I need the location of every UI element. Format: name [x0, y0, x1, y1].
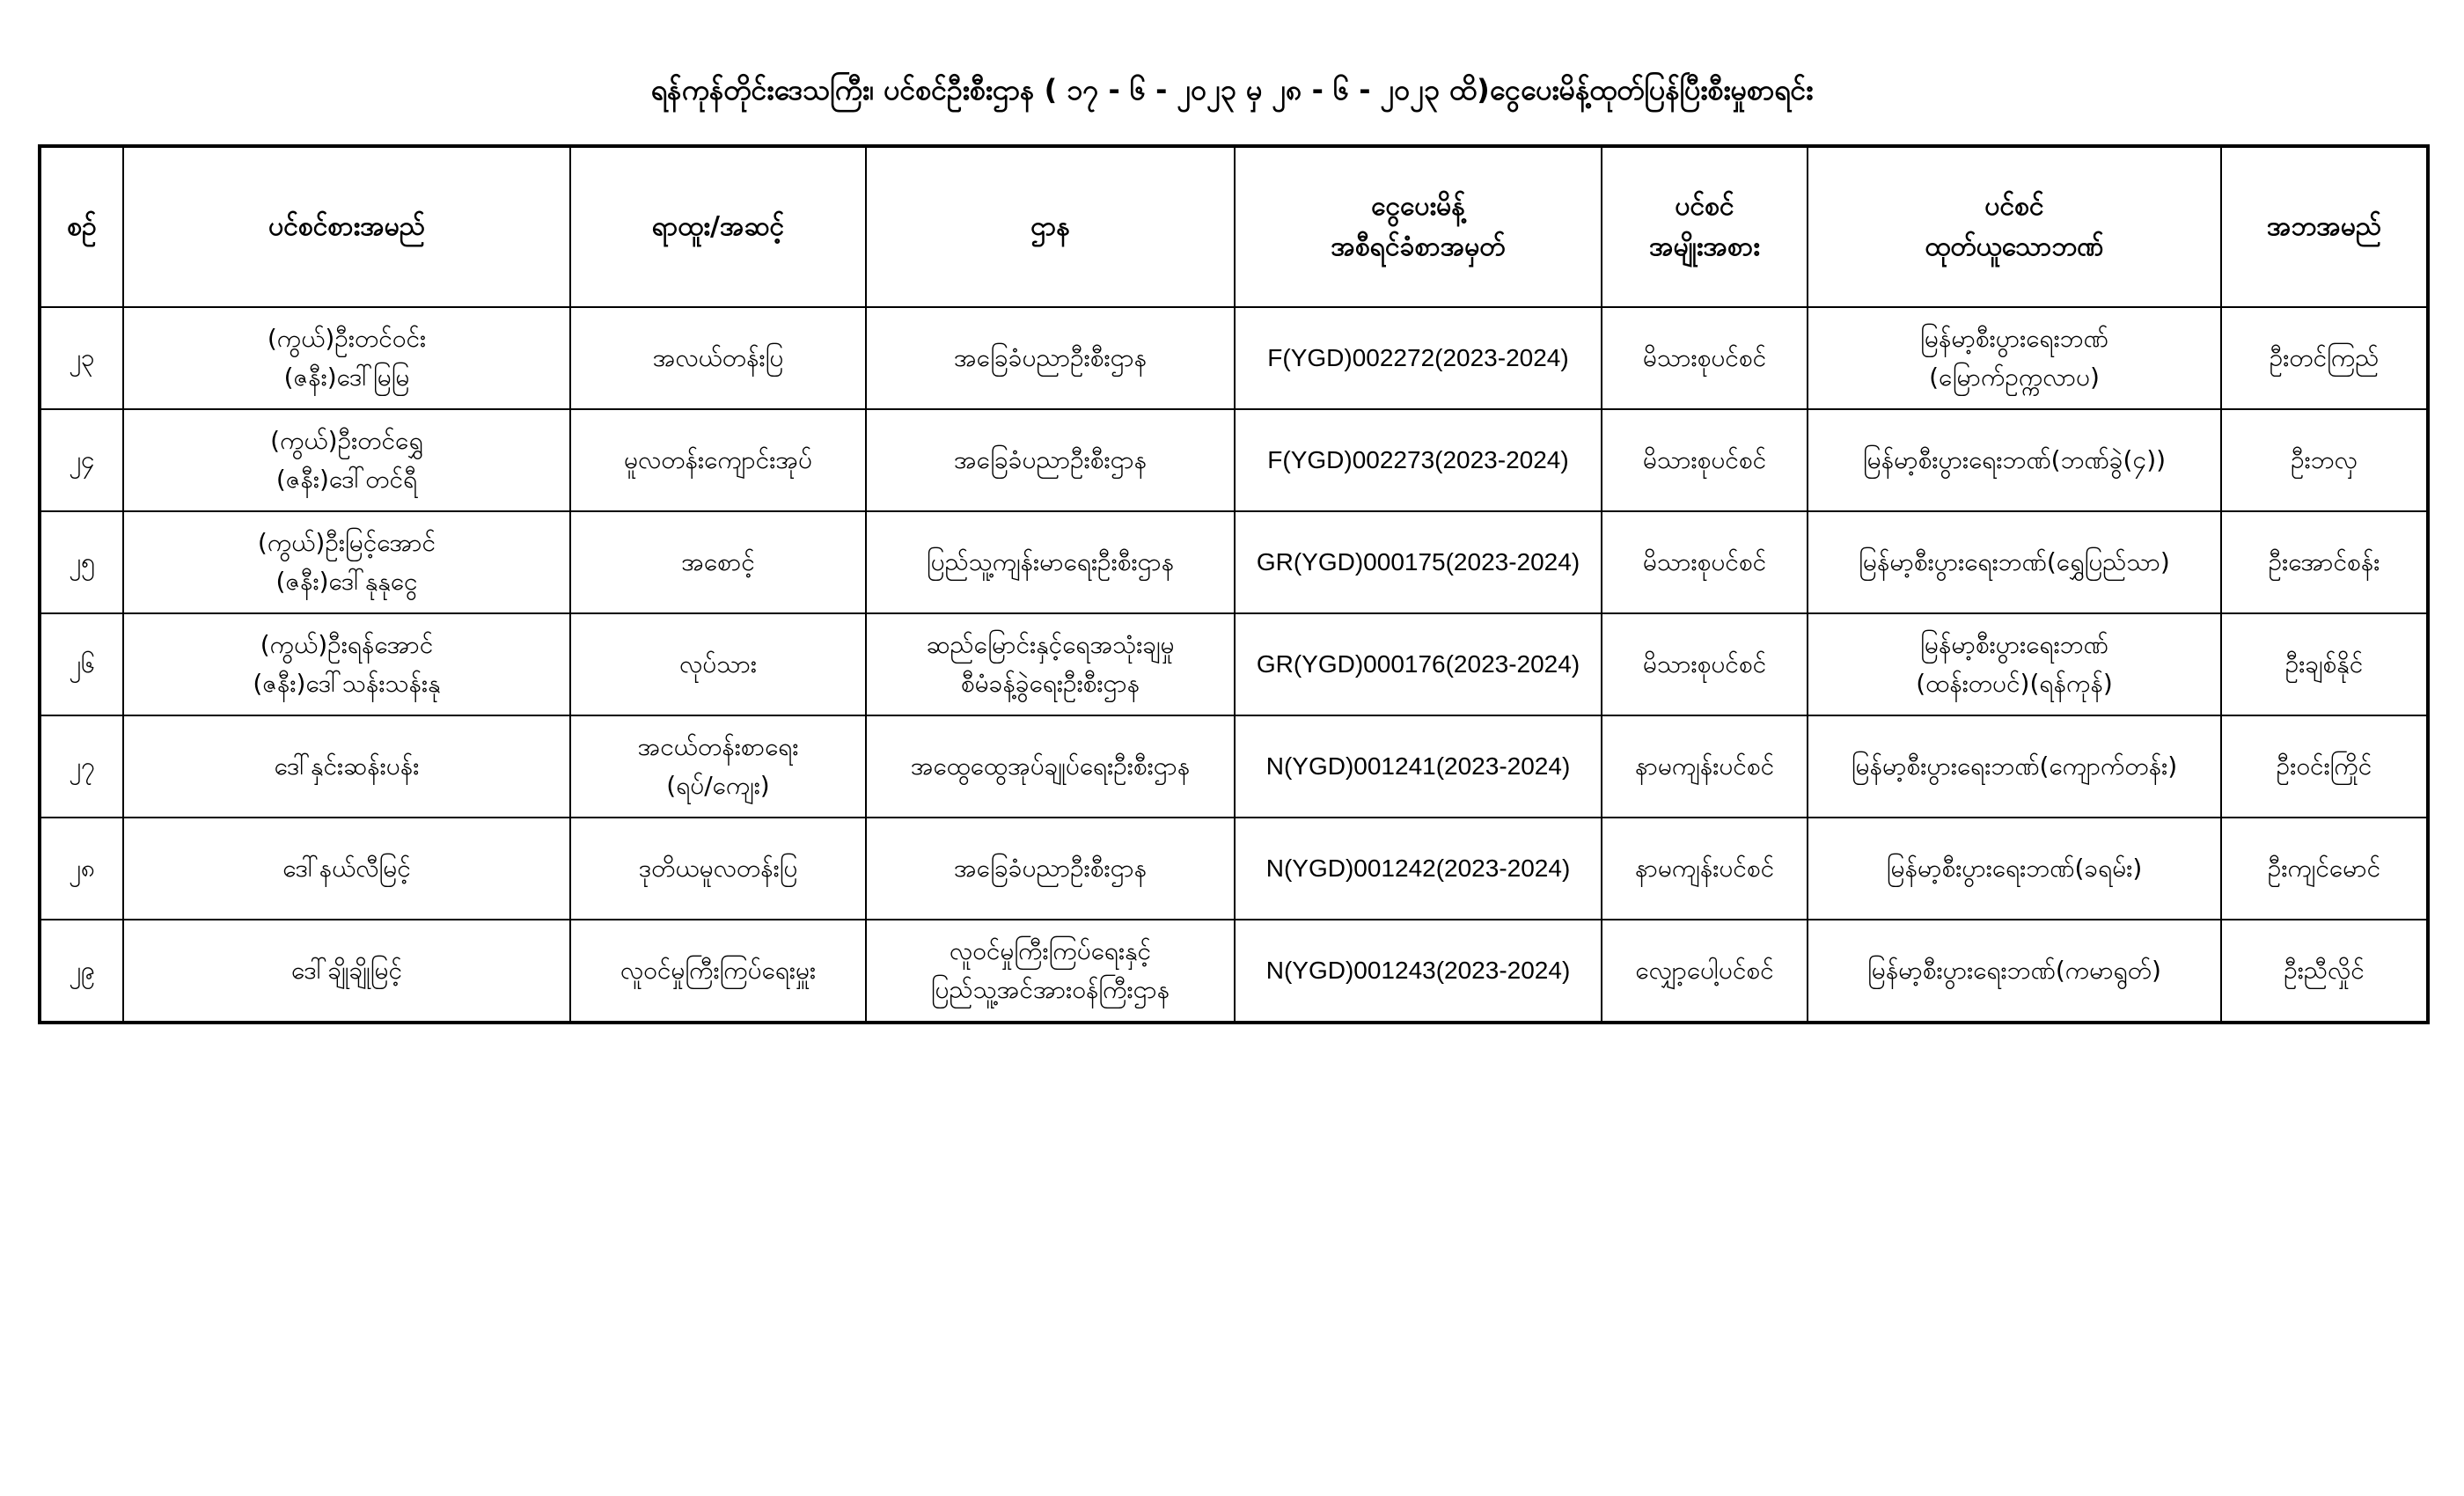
- cell-pension-type: နာမကျန်းပင်စင်: [1602, 818, 1808, 920]
- name-line2: (ဇနီး)ဒေါ်မြမြ: [283, 363, 410, 392]
- cell-department: [866, 818, 1235, 920]
- table-row: [40, 409, 2428, 511]
- cell-pension-type: မိသားစုပင်စင်: [1602, 613, 1808, 715]
- cell-rank: မူလတန်းကျောင်းအုပ်: [570, 409, 866, 511]
- bank-line1: မြန်မာ့စီးပွားရေးဘဏ်(ရွှေပြည်သာ): [1859, 547, 2170, 576]
- header-pension-type-line1: ပင်စင်: [1675, 191, 1734, 222]
- header-order-no: [1235, 146, 1602, 307]
- cell-father-name: ဦးဘလှ: [2221, 409, 2428, 511]
- name-line2: (ဇနီး)ဒေါ်သန်းသန်းနု: [253, 669, 441, 698]
- cell-bank: [1808, 307, 2221, 409]
- header-pension-type-line2: အမျိုးအစား: [1649, 231, 1760, 262]
- cell-pension-type: နာမကျန်းပင်စင်: [1602, 715, 1808, 818]
- cell-bank: [1808, 613, 2221, 715]
- table-row: [40, 511, 2428, 613]
- cell-order-no: F(YGD)002273(2023-2024): [1235, 409, 1602, 511]
- cell-rank: လုပ်သား: [570, 613, 866, 715]
- name-line2: (ဇနီး)ဒေါ်တင်ရီ: [275, 465, 418, 494]
- cell-department: [866, 511, 1235, 613]
- table-row: [40, 715, 2428, 818]
- header-rank: ရာထူး/အဆင့်: [570, 146, 866, 307]
- header-no: စဉ်: [40, 146, 123, 307]
- cell-pension-type: လျှော့ပေါ့ပင်စင်: [1602, 920, 1808, 1023]
- department-line1: ဆည်မြောင်းနှင့်ရေအသုံးချမှု: [926, 630, 1175, 659]
- bank-line2: (မြောက်ဥက္ကလာပ): [1929, 363, 2100, 392]
- name-line2: (ဇနီး)ဒေါ်နုနုငွေ: [275, 567, 418, 596]
- name-line1: ဒေါ်ချိုချိုမြင့်: [291, 956, 402, 985]
- cell-rank: အလယ်တန်းပြ: [570, 307, 866, 409]
- cell-no: ၂၇: [40, 715, 123, 818]
- cell-pensioner-name: [123, 409, 570, 511]
- bank-line1: မြန်မာ့စီးပွားရေးဘဏ်(ခရမ်း): [1886, 854, 2143, 883]
- cell-rank: လူဝင်မှုကြီးကြပ်ရေးမှူး: [570, 920, 866, 1023]
- cell-bank: [1808, 409, 2221, 511]
- cell-order-no: GR(YGD)000175(2023-2024): [1235, 511, 1602, 613]
- cell-rank: အစောင့်: [570, 511, 866, 613]
- cell-no: ၂၆: [40, 613, 123, 715]
- cell-bank: [1808, 818, 2221, 920]
- cell-pensioner-name: [123, 613, 570, 715]
- header-bank-line2: ထုတ်ယူသောဘဏ်: [1925, 231, 2104, 262]
- cell-bank: [1808, 920, 2221, 1023]
- pension-order-table: [38, 144, 2430, 1024]
- page-title: ရန်ကုန်တိုင်းဒေသကြီး၊ ပင်စင်ဦးစီးဌာန ( ၁၇ - ၆ - ၂၀၂၃ မှ ၂၈ - ၆ - ၂၀၂၃ ထိ)ငွေပေးမိန့်ထုတ်ပြန်ပြီးစီးမှုစာရင်း: [650, 73, 1814, 106]
- cell-pension-type: မိသားစုပင်စင်: [1602, 409, 1808, 511]
- cell-department: [866, 920, 1235, 1023]
- cell-order-no: N(YGD)001243(2023-2024): [1235, 920, 1602, 1023]
- cell-order-no: F(YGD)002272(2023-2024): [1235, 307, 1602, 409]
- cell-father-name: ဦးဝင်းကြိုင်: [2221, 715, 2428, 818]
- header-bank-line1: ပင်စင်: [1984, 191, 2044, 222]
- name-line1: ဒေါ်နယ်လီမြင့်: [282, 854, 411, 883]
- table-row: [40, 613, 2428, 715]
- cell-father-name: ဦးကျင်မောင်: [2221, 818, 2428, 920]
- name-line1: (ကွယ်)ဦးမြင့်အောင်: [257, 528, 436, 557]
- cell-order-no: N(YGD)001241(2023-2024): [1235, 715, 1602, 818]
- cell-department: [866, 613, 1235, 715]
- header-father-name: အဘအမည်: [2221, 146, 2428, 307]
- rank-line1: အငယ်တန်းစာရေး: [637, 732, 799, 761]
- department-line1: အခြေခံပညာဦးစီးဌာန: [953, 445, 1148, 474]
- table-row: [40, 920, 2428, 1023]
- header-order-no-line1: ငွေပေးမိန့်: [1371, 191, 1465, 222]
- cell-father-name: ဦးအောင်စန်း: [2221, 511, 2428, 613]
- cell-order-no: N(YGD)001242(2023-2024): [1235, 818, 1602, 920]
- department-line1: အခြေခံပညာဦးစီးဌာန: [953, 854, 1148, 883]
- cell-pensioner-name: [123, 920, 570, 1023]
- table-header-row: [40, 146, 2428, 307]
- cell-pensioner-name: [123, 511, 570, 613]
- cell-father-name: ဦးတင်ကြည်: [2221, 307, 2428, 409]
- department-line2: ပြည်သူ့အင်အားဝန်ကြီးဌာန: [930, 975, 1170, 1004]
- header-pensioner-name: ပင်စင်စားအမည်: [123, 146, 570, 307]
- cell-rank: [570, 715, 866, 818]
- department-line1: ပြည်သူ့ကျန်းမာရေးဦးစီးဌာန: [926, 547, 1175, 576]
- department-line1: အခြေခံပညာဦးစီးဌာန: [953, 343, 1148, 372]
- cell-department: [866, 715, 1235, 818]
- cell-bank: [1808, 715, 2221, 818]
- bank-line1: မြန်မာ့စီးပွားရေးဘဏ်: [1920, 630, 2108, 659]
- department-line1: အထွေထွေအုပ်ချုပ်ရေးဦးစီးဌာန: [910, 752, 1191, 781]
- department-line2: စီမံခန့်ခွဲရေးဦးစီးဌာန: [960, 669, 1140, 698]
- cell-no: ၂၈: [40, 818, 123, 920]
- name-line1: ဒေါ်နှင်းဆန်းပန်း: [274, 752, 420, 781]
- cell-father-name: ဦးညီလှိုင်: [2221, 920, 2428, 1023]
- cell-no: ၂၅: [40, 511, 123, 613]
- bank-line1: မြန်မာ့စီးပွားရေးဘဏ်(ဘဏ်ခွဲ(၄)): [1862, 445, 2167, 474]
- cell-pension-type: မိသားစုပင်စင်: [1602, 511, 1808, 613]
- table-row: [40, 307, 2428, 409]
- department-line1: လူဝင်မှုကြီးကြပ်ရေးနှင့်: [949, 936, 1152, 965]
- header-bank: [1808, 146, 2221, 307]
- cell-department: [866, 307, 1235, 409]
- rank-line2: (ရပ်/ကျေး): [666, 771, 770, 800]
- name-line1: (ကွယ်)ဦးရန်အောင်: [260, 630, 434, 659]
- cell-pensioner-name: [123, 307, 570, 409]
- table-row: [40, 818, 2428, 920]
- cell-no: ၂၃: [40, 307, 123, 409]
- cell-bank: [1808, 511, 2221, 613]
- cell-father-name: ဦးချစ်နိုင်: [2221, 613, 2428, 715]
- cell-pension-type: မိသားစုပင်စင်: [1602, 307, 1808, 409]
- header-department: ဌာန: [866, 146, 1235, 307]
- header-pension-type: [1602, 146, 1808, 307]
- cell-no: ၂၄: [40, 409, 123, 511]
- cell-department: [866, 409, 1235, 511]
- bank-line1: မြန်မာ့စီးပွားရေးဘဏ်(ကမာရွတ်): [1867, 956, 2161, 985]
- cell-pensioner-name: [123, 818, 570, 920]
- cell-no: ၂၉: [40, 920, 123, 1023]
- cell-pensioner-name: [123, 715, 570, 818]
- name-line1: (ကွယ်)ဦးတင်ဝင်း: [267, 324, 427, 353]
- name-line1: (ကွယ်)ဦးတင်ရွှေ: [270, 426, 423, 455]
- header-order-no-line2: အစီရင်ခံစာအမှတ်: [1331, 231, 1506, 262]
- bank-line1: မြန်မာ့စီးပွားရေးဘဏ်: [1920, 324, 2108, 353]
- cell-rank: ဒုတိယမူလတန်းပြ: [570, 818, 866, 920]
- bank-line2: (ထန်းတပင်)(ရန်ကုန်): [1916, 669, 2113, 698]
- bank-line1: မြန်မာ့စီးပွားရေးဘဏ်(ကျောက်တန်း): [1851, 752, 2178, 781]
- cell-order-no: GR(YGD)000176(2023-2024): [1235, 613, 1602, 715]
